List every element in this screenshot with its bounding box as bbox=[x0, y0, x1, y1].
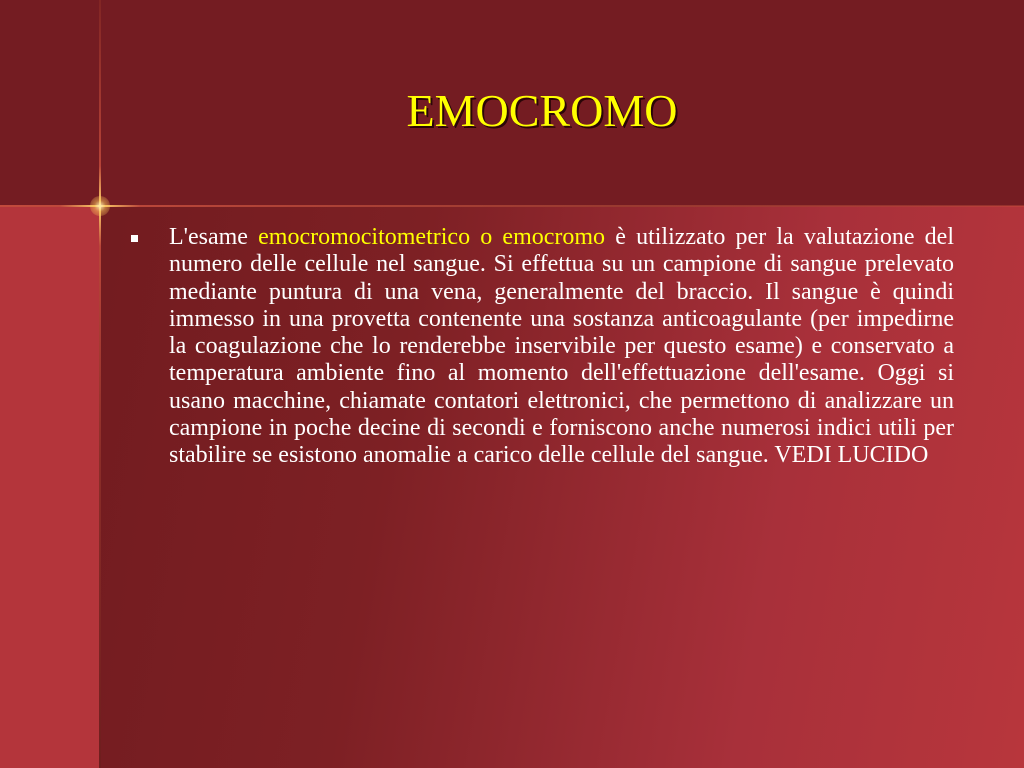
bullet-square-icon bbox=[131, 235, 138, 242]
bullet-text-after: è utilizzato per la valutazione del numero delle cellule nel sangue. Si effettua su un campione di sangue prelevato mediante puntura di una vena, generalmente del braccio. Il sangue è quindi immesso in una provetta contenente una sostanza anticoagulante (per impedirne la coagulazione che lo renderebbe inservibile per questo esame) e conservato a temperatura ambiente fino al momento dell'effettuazione dell'esame. Oggi si usano macchine, chiamate contatori elettronici, che permettono di analizzare un campione in poche decine di secondi e forniscono anche numerosi indici utili per stabilire se esistono anomalie a carico delle cellule del sangue. VEDI LUCIDO bbox=[169, 224, 954, 469]
bullet-list bbox=[128, 224, 954, 470]
left-accent-strip bbox=[0, 206, 100, 768]
slide-title: EMOCROMO bbox=[406, 85, 678, 136]
bullet-text bbox=[169, 224, 954, 470]
bullet-text-before: L'esame bbox=[169, 224, 259, 250]
highlighted-term: emocromocitometrico o emocromo bbox=[258, 224, 606, 250]
horizontal-divider bbox=[0, 205, 1024, 207]
